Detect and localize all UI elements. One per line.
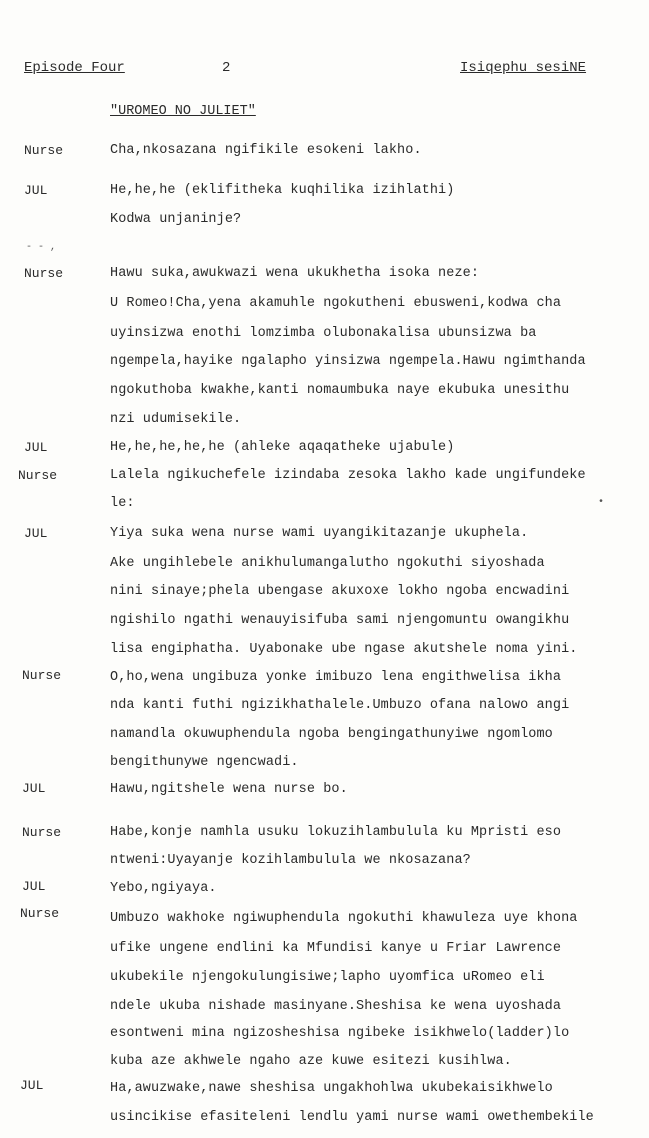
speaker-name: Nurse (24, 266, 64, 281)
stray-mark: • (598, 497, 605, 508)
dialogue-line: bengithunywe ngencwadi. (110, 755, 299, 770)
dialogue-line: He,he,he (eklifitheka kuqhilika izihlathi) (110, 183, 455, 198)
dialogue-line: uyinsizwa enothi lomzimba olubonakalisa ubunsizwa ba (110, 326, 537, 341)
dialogue-line: nda kanti futhi ngizikhathalele.Umbuzo ofana nalowo angi (110, 698, 570, 713)
speaker-name: Nurse (24, 143, 64, 158)
dialogue-line: ntweni:Uyayanje kozihlambulula we nkosazana? (110, 853, 471, 868)
dialogue-line: Umbuzo wakhoke ngiwuphendula ngokuthi khawuleza uye khona (110, 911, 578, 926)
dialogue-line: ngokuthoba kwakhe,kanti nomaumbuka naye ekubuka unesithu (110, 383, 570, 398)
dialogue-line: ngishilo ngathi wenauyisifuba sami njengomuntu owangikhu (110, 613, 570, 628)
dialogue-line: Yebo,ngiyaya. (110, 881, 217, 896)
dialogue-line: nzi udumisekile. (110, 412, 242, 427)
dialogue-line: Ha,awuzwake,nawe sheshisa ungakhohlwa ukubekaisikhwelo (110, 1081, 553, 1096)
dialogue-line: Ake ungihlebele anikhulumangalutho ngokuthi siyoshada (110, 556, 545, 571)
dialogue-line: ufike ungene endlini ka Mfundisi kanye u Friar Lawrence (110, 941, 562, 956)
dialogue-line: esontweni mina ngizosheshisa ngibeke isikhwelo(ladder)lo (110, 1026, 570, 1041)
dialogue-line: Hawu suka,awukwazi wena ukukhetha isoka neze: (110, 266, 480, 281)
page-number: 2 (222, 60, 231, 76)
dialogue-line: Kodwa unjaninje? (110, 212, 242, 227)
dialogue-line: le: (110, 496, 135, 511)
stray-mark: - - , (26, 242, 57, 253)
dialogue-line: ndele ukuba nishade masinyane.Sheshisa ke wena uyoshada (110, 999, 562, 1014)
speaker-name: Nurse (20, 906, 60, 921)
play-title: "UROMEO NO JULIET" (110, 104, 256, 119)
dialogue-line: Lalela ngikuchefele izindaba zesoka lakho kade ungifundeke (110, 468, 586, 483)
speaker-name: JUL (24, 440, 48, 455)
header-isiqephu: Isiqephu sesiNE (460, 60, 587, 76)
dialogue-line: O,ho,wena ungibuza yonke imibuzo lena engithwelisa ikha (110, 670, 562, 685)
dialogue-line: nini sinaye;phela ubengase akuxoxe lokho ngoba encwadini (110, 584, 570, 599)
dialogue-line: ukubekile njengokulungisiwe;lapho uyomfica uRomeo eli (110, 970, 545, 985)
dialogue-line: ngempela,hayike ngalapho yinsizwa ngempela.Hawu ngimthanda (110, 354, 586, 369)
dialogue-line: Hawu,ngitshele wena nurse bo. (110, 782, 348, 797)
dialogue-line: kuba aze akhwele ngaho aze kuwe esitezi kusihlwa. (110, 1054, 512, 1069)
dialogue-line: Habe,konje namhla usuku lokuzihlambulula ku Mpristi eso (110, 825, 562, 840)
dialogue-line: U Romeo!Cha,yena akamuhle ngokutheni ebusweni,kodwa cha (110, 296, 562, 311)
speaker-name: JUL (20, 1078, 44, 1093)
speaker-name: Nurse (18, 468, 58, 483)
speaker-name: Nurse (22, 668, 62, 683)
speaker-name: JUL (24, 183, 48, 198)
dialogue-line: namandla okuwuphendula ngoba bengingathunyiwe ngomlomo (110, 727, 553, 742)
dialogue-line: Cha,nkosazana ngifikile esokeni lakho. (110, 143, 422, 158)
speaker-name: JUL (22, 879, 46, 894)
dialogue-line: Yiya suka wena nurse wami uyangikitazanje ukuphela. (110, 526, 529, 541)
dialogue-line: lisa engiphatha. Uyabonake ube ngase akutshele noma yini. (110, 642, 578, 657)
dialogue-line: He,he,he,he,he (ahleke aqaqatheke ujabule) (110, 440, 455, 455)
dialogue-line: usincikise efasiteleni lendlu yami nurse wami owethembekile (110, 1110, 594, 1125)
speaker-name: JUL (22, 781, 46, 796)
header-episode: Episode Four (24, 60, 125, 76)
speaker-name: JUL (24, 526, 48, 541)
speaker-name: Nurse (22, 825, 62, 840)
